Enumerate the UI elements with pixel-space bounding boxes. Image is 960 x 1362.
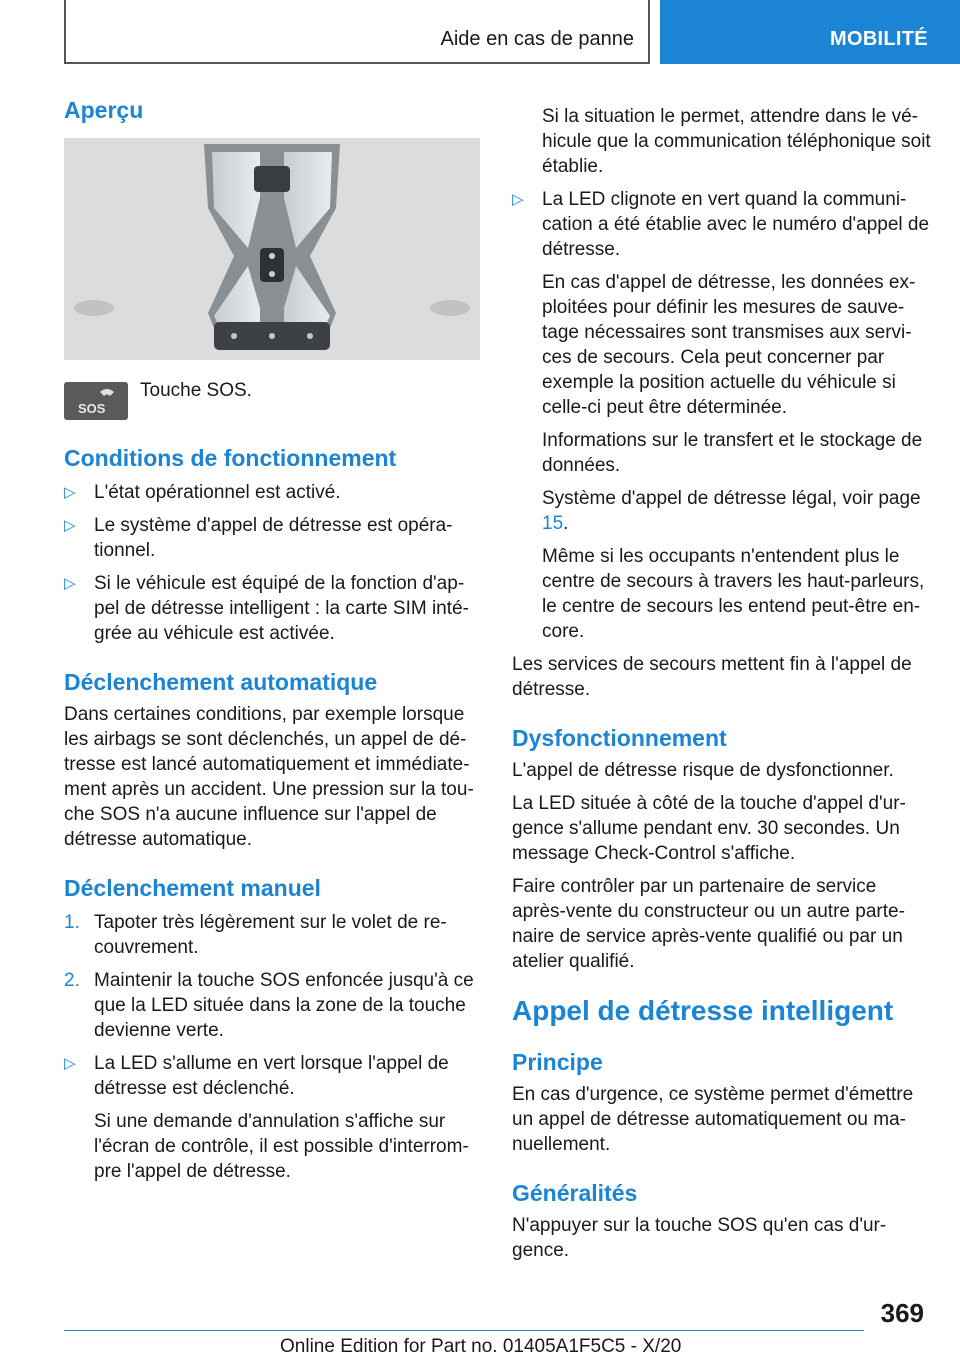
header-section-tab bbox=[660, 0, 960, 64]
overview-heading: Aperçu bbox=[64, 97, 144, 123]
blink-list bbox=[512, 187, 932, 262]
storage-info-text: Informations sur le transfert et le stockage de données. bbox=[542, 430, 923, 476]
legal-ref-text: Système d'appel de détresse légal, voir page 15. bbox=[542, 488, 921, 534]
triangle-bullet-icon: ▷ bbox=[64, 575, 76, 592]
header-section-label: MOBILITÉ bbox=[830, 28, 928, 50]
roof-console-drawing bbox=[64, 138, 480, 360]
svg-text:SOS: SOS bbox=[78, 401, 106, 416]
list-item: ▷ Si le véhicule est équipé de la fonction d'ap‐pel de détresse intelligent : la carte SIM inté‐grée au véhicule est activée. bbox=[64, 573, 469, 644]
cancel-text: Si une demande d'annulation s'affiche sur l'écran de contrôle, il est possible d'interrom‐pre l'appel de détresse. bbox=[94, 1111, 469, 1182]
triangle-bullet-icon: ▷ bbox=[64, 484, 76, 501]
principle-heading: Principe bbox=[512, 1049, 603, 1075]
malfunction-text-1: L'appel de détresse risque de dysfonctionner. bbox=[512, 760, 894, 781]
triangle-bullet-icon: ▷ bbox=[64, 1055, 76, 1072]
page-link[interactable]: 15 bbox=[542, 513, 564, 534]
header-chapter: Aide en cas de panne bbox=[440, 28, 634, 50]
hear-text: Même si les occupants n'entendent plus le centre de secours à travers les haut-parleurs, le centre de secours les entend peut-être en‐core. bbox=[542, 546, 925, 642]
list-item: ▷ Le système d'appel de détresse est opéra‐tionnel. bbox=[64, 515, 453, 561]
list-item: 1. Tapoter très légèrement sur le volet de re‐couvrement. bbox=[64, 912, 447, 958]
roof-console-illustration bbox=[64, 138, 480, 360]
triangle-bullet-icon: ▷ bbox=[64, 517, 76, 534]
smart-call-heading: Appel de détresse intelligent bbox=[512, 995, 894, 1026]
wait-text: Si la situation le permet, attendre dans le vé‐hicule que la communication téléphonique soit établie. bbox=[542, 106, 931, 177]
list-item: ▷ L'état opérationnel est activé. bbox=[64, 482, 341, 503]
right-column bbox=[512, 96, 932, 1263]
manual-trigger-heading: Déclenchement manuel bbox=[64, 875, 321, 901]
conditions-heading: Conditions de fonctionnement bbox=[64, 445, 397, 471]
general-heading: Généralités bbox=[512, 1180, 638, 1206]
triangle-bullet-icon: ▷ bbox=[512, 191, 524, 208]
list-item: 2. Maintenir la touche SOS enfoncée jusqu'à ce que la LED située dans la zone de la touche devienne verte. bbox=[64, 970, 474, 1041]
list-item: ▷ La LED s'allume en vert lorsque l'appel de détresse est déclenché. bbox=[64, 1053, 449, 1099]
malfunction-text-3: Faire contrôler par un partenaire de service après-vente du constructeur ou un autre parte‐naire de service après-vente qualifié ou par un atelier qualifié. bbox=[512, 876, 905, 972]
left-column bbox=[64, 96, 484, 1184]
manual-steps bbox=[64, 910, 484, 1043]
conditions-list bbox=[64, 480, 484, 646]
principle-text: En cas d'urgence, ce système permet d'émettre un appel de détresse automatiquement ou ma‐nuellement. bbox=[512, 1084, 914, 1155]
end-call-text: Les services de secours mettent fin à l'appel de détresse. bbox=[512, 654, 912, 700]
malfunction-text-2: La LED située à côté de la touche d'appel d'ur‐gence s'allume pendant env. 30 secondes. Un message Check-Control s'affiche. bbox=[512, 793, 906, 864]
page-number: 369 bbox=[880, 1298, 924, 1328]
auto-trigger-heading: Déclenchement automatique bbox=[64, 669, 378, 695]
general-text: N'appuyer sur la touche SOS qu'en cas d'ur‐gence. bbox=[512, 1215, 887, 1261]
sos-button-icon bbox=[64, 382, 128, 420]
footer-divider bbox=[64, 1330, 864, 1331]
sos-legend bbox=[64, 378, 484, 422]
footer-edition: Online Edition for Part no. 01405A1F5C5 - X/20 bbox=[280, 1336, 682, 1357]
auto-trigger-text: Dans certaines conditions, par exemple lorsque les airbags se sont déclenchés, un appel de dé‐tresse est lancé automatiquement et immédiate‐ment après un accident. Une pression sur la tou‐che SOS n'a aucune influence sur l'appel de détresse automatique. bbox=[64, 704, 474, 850]
malfunction-heading: Dysfonctionnement bbox=[512, 725, 727, 751]
led-list bbox=[64, 1051, 484, 1101]
header-chapter-box bbox=[64, 0, 650, 64]
data-transfer-text: En cas d'appel de détresse, les données ex‐ploitées pour définir les mesures de sauve‐tage nécessaires sont transmises aux servi‐ces de secours. Cela peut concerner par exemple la position actuelle du véhicule si celle-ci peut être déterminée. bbox=[542, 272, 916, 418]
sos-caption: Touche SOS. bbox=[140, 380, 252, 401]
list-item: ▷ La LED clignote en vert quand la communi‐cation a été établie avec le numéro d'appel de détresse. bbox=[512, 189, 930, 260]
page-header bbox=[0, 0, 960, 64]
